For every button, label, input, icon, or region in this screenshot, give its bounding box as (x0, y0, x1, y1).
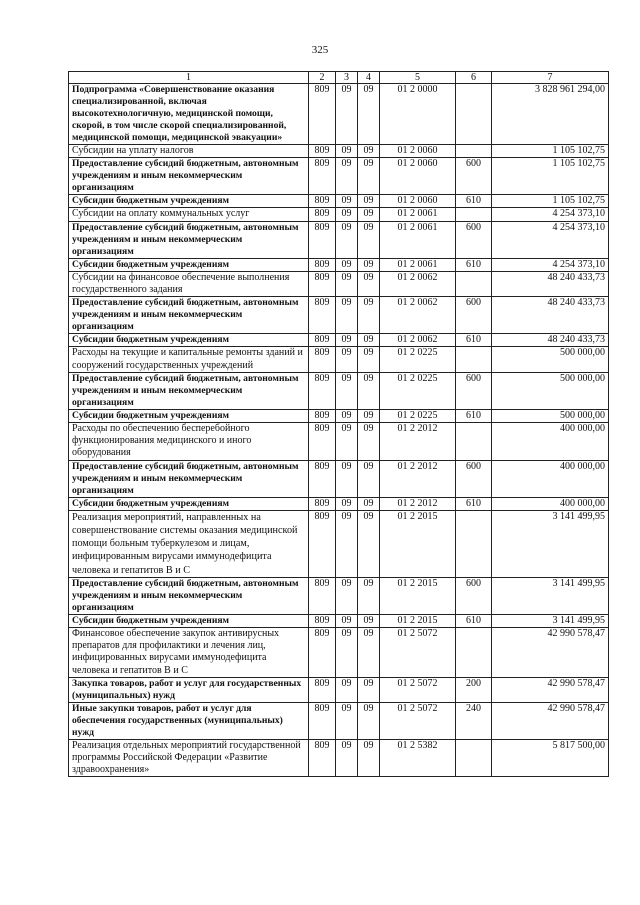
expense-type-code: 600 (456, 460, 492, 497)
amount: 42 990 578,47 (492, 628, 609, 678)
target-article-code: 01 2 5072 (380, 702, 456, 739)
section-code: 09 (336, 677, 358, 702)
section-code: 09 (336, 739, 358, 777)
table-row (69, 297, 609, 334)
section-code: 09 (336, 409, 358, 422)
subsection-code: 09 (358, 347, 380, 372)
expense-type-code (456, 628, 492, 678)
row-name: Предоставление субсидий бюджетным, автономным учреждениям и иным некоммерческим организациям (69, 221, 309, 258)
table-row (69, 271, 609, 296)
section-code: 09 (336, 334, 358, 347)
row-name: Закупка товаров, работ и услуг для государственных (муниципальных) нужд (69, 677, 309, 702)
expense-type-code: 600 (456, 158, 492, 195)
table-row (69, 347, 609, 372)
expense-type-code (456, 347, 492, 372)
table-row (69, 577, 609, 614)
subsection-code: 09 (358, 208, 380, 221)
target-article-code: 01 2 0225 (380, 347, 456, 372)
row-name: Субсидии на оплату коммунальных услуг (69, 208, 309, 221)
column-header: 3 (336, 72, 358, 84)
table-row (69, 497, 609, 510)
expense-type-code: 240 (456, 702, 492, 739)
amount: 42 990 578,47 (492, 677, 609, 702)
table-row (69, 702, 609, 739)
ministry-code: 809 (309, 423, 336, 461)
subsection-code: 09 (358, 334, 380, 347)
row-name: Предоставление субсидий бюджетным, автономным учреждениям и иным некоммерческим организациям (69, 297, 309, 334)
table-row (69, 195, 609, 208)
expense-type-code: 600 (456, 577, 492, 614)
row-name: Субсидии бюджетным учреждениям (69, 195, 309, 208)
expense-type-code: 600 (456, 297, 492, 334)
ministry-code: 809 (309, 297, 336, 334)
subsection-code: 09 (358, 158, 380, 195)
ministry-code: 809 (309, 510, 336, 577)
section-code: 09 (336, 195, 358, 208)
amount: 1 105 102,75 (492, 195, 609, 208)
section-code: 09 (336, 347, 358, 372)
table-row (69, 460, 609, 497)
column-header: 1 (69, 72, 309, 84)
ministry-code: 809 (309, 145, 336, 158)
section-code: 09 (336, 221, 358, 258)
row-name: Предоставление субсидий бюджетным, автономным учреждениям и иным некоммерческим организациям (69, 577, 309, 614)
table-row (69, 423, 609, 461)
section-code: 09 (336, 497, 358, 510)
subsection-code: 09 (358, 409, 380, 422)
subsection-code: 09 (358, 702, 380, 739)
amount: 3 828 961 294,00 (492, 84, 609, 145)
section-code: 09 (336, 297, 358, 334)
row-name: Подпрограмма «Совершенствование оказания специализированной, включая высокотехнологичную, медицинской помощи, скорой, в том числе скорой специализированной, медицинской помощи, медицинской эвакуации» (69, 84, 309, 145)
section-code: 09 (336, 271, 358, 296)
row-name: Субсидии бюджетным учреждениям (69, 409, 309, 422)
row-name: Субсидии бюджетным учреждениям (69, 614, 309, 627)
target-article-code: 01 2 5072 (380, 677, 456, 702)
ministry-code: 809 (309, 628, 336, 678)
expense-type-code: 610 (456, 195, 492, 208)
expense-type-code (456, 510, 492, 577)
table-row (69, 221, 609, 258)
row-name: Иные закупки товаров, работ и услуг для обеспечения государственных (муниципальных) нужд (69, 702, 309, 739)
subsection-code: 09 (358, 271, 380, 296)
subsection-code: 09 (358, 145, 380, 158)
amount: 3 141 499,95 (492, 614, 609, 627)
row-name: Субсидии на финансовое обеспечение выполнения государственного задания (69, 271, 309, 296)
amount: 500 000,00 (492, 409, 609, 422)
expense-type-code: 610 (456, 409, 492, 422)
expense-type-code (456, 145, 492, 158)
amount: 48 240 433,73 (492, 334, 609, 347)
budget-table (68, 71, 609, 777)
ministry-code: 809 (309, 614, 336, 627)
section-code: 09 (336, 510, 358, 577)
table-row (69, 84, 609, 145)
target-article-code: 01 2 5382 (380, 739, 456, 777)
amount: 3 141 499,95 (492, 577, 609, 614)
table-row (69, 145, 609, 158)
ministry-code: 809 (309, 334, 336, 347)
amount: 5 817 500,00 (492, 739, 609, 777)
target-article-code: 01 2 0000 (380, 84, 456, 145)
ministry-code: 809 (309, 347, 336, 372)
column-header: 7 (492, 72, 609, 84)
expense-type-code: 610 (456, 614, 492, 627)
ministry-code: 809 (309, 271, 336, 296)
amount: 500 000,00 (492, 372, 609, 409)
subsection-code: 09 (358, 258, 380, 271)
table-body (69, 84, 609, 777)
amount: 500 000,00 (492, 347, 609, 372)
amount: 4 254 373,10 (492, 221, 609, 258)
ministry-code: 809 (309, 460, 336, 497)
subsection-code: 09 (358, 84, 380, 145)
target-article-code: 01 2 2012 (380, 497, 456, 510)
section-code: 09 (336, 258, 358, 271)
expense-type-code: 610 (456, 497, 492, 510)
table-row (69, 258, 609, 271)
page-number: 325 (311, 44, 329, 56)
target-article-code: 01 2 0060 (380, 145, 456, 158)
target-article-code: 01 2 0062 (380, 271, 456, 296)
subsection-code: 09 (358, 739, 380, 777)
subsection-code: 09 (358, 372, 380, 409)
amount: 1 105 102,75 (492, 145, 609, 158)
target-article-code: 01 2 0225 (380, 409, 456, 422)
target-article-code: 01 2 0062 (380, 297, 456, 334)
table-row (69, 158, 609, 195)
table-row (69, 409, 609, 422)
table-row (69, 208, 609, 221)
section-code: 09 (336, 158, 358, 195)
table-row (69, 614, 609, 627)
column-header: 5 (380, 72, 456, 84)
ministry-code: 809 (309, 677, 336, 702)
target-article-code: 01 2 5072 (380, 628, 456, 678)
section-code: 09 (336, 702, 358, 739)
amount: 1 105 102,75 (492, 158, 609, 195)
row-name: Реализация мероприятий, направленных на совершенствование системы оказания медицинской помощи больным туберкулезом и лицам, инфицированным вирусами иммунодефицита человека и гепатитов В и С (69, 510, 309, 577)
ministry-code: 809 (309, 208, 336, 221)
amount: 400 000,00 (492, 423, 609, 461)
subsection-code: 09 (358, 577, 380, 614)
ministry-code: 809 (309, 372, 336, 409)
target-article-code: 01 2 0225 (380, 372, 456, 409)
subsection-code: 09 (358, 423, 380, 461)
subsection-code: 09 (358, 297, 380, 334)
target-article-code: 01 2 2012 (380, 423, 456, 461)
target-article-code: 01 2 0061 (380, 208, 456, 221)
row-name: Финансовое обеспечение закупок антивирусных препаратов для профилактики и лечения лиц, инфицированных вирусами иммунодефицита человека и гепатитов В и С (69, 628, 309, 678)
subsection-code: 09 (358, 677, 380, 702)
expense-type-code (456, 271, 492, 296)
subsection-code: 09 (358, 460, 380, 497)
section-code: 09 (336, 84, 358, 145)
row-name: Субсидии бюджетным учреждениям (69, 334, 309, 347)
subsection-code: 09 (358, 628, 380, 678)
expense-type-code (456, 84, 492, 145)
amount: 3 141 499,95 (492, 510, 609, 577)
section-code: 09 (336, 372, 358, 409)
column-header: 4 (358, 72, 380, 84)
target-article-code: 01 2 0060 (380, 195, 456, 208)
table-row (69, 739, 609, 777)
target-article-code: 01 2 0060 (380, 158, 456, 195)
ministry-code: 809 (309, 258, 336, 271)
target-article-code: 01 2 2012 (380, 460, 456, 497)
expense-type-code: 600 (456, 372, 492, 409)
expense-type-code: 200 (456, 677, 492, 702)
table-row (69, 510, 609, 577)
ministry-code: 809 (309, 158, 336, 195)
target-article-code: 01 2 0061 (380, 221, 456, 258)
amount: 42 990 578,47 (492, 702, 609, 739)
amount: 4 254 373,10 (492, 208, 609, 221)
section-code: 09 (336, 614, 358, 627)
subsection-code: 09 (358, 510, 380, 577)
table-row (69, 372, 609, 409)
amount: 400 000,00 (492, 460, 609, 497)
row-name: Предоставление субсидий бюджетным, автономным учреждениям и иным некоммерческим организациям (69, 158, 309, 195)
target-article-code: 01 2 0062 (380, 334, 456, 347)
row-name: Субсидии бюджетным учреждениям (69, 497, 309, 510)
ministry-code: 809 (309, 739, 336, 777)
row-name: Расходы по обеспечению бесперебойного функционирования медицинского и иного оборудования (69, 423, 309, 461)
subsection-code: 09 (358, 195, 380, 208)
target-article-code: 01 2 2015 (380, 614, 456, 627)
column-header: 2 (309, 72, 336, 84)
table-row (69, 628, 609, 678)
section-code: 09 (336, 208, 358, 221)
expense-type-code (456, 739, 492, 777)
subsection-code: 09 (358, 497, 380, 510)
expense-type-code: 610 (456, 334, 492, 347)
amount: 400 000,00 (492, 497, 609, 510)
ministry-code: 809 (309, 577, 336, 614)
row-name: Субсидии бюджетным учреждениям (69, 258, 309, 271)
target-article-code: 01 2 2015 (380, 510, 456, 577)
subsection-code: 09 (358, 614, 380, 627)
header-row (69, 72, 609, 84)
section-code: 09 (336, 577, 358, 614)
expense-type-code: 600 (456, 221, 492, 258)
section-code: 09 (336, 145, 358, 158)
ministry-code: 809 (309, 497, 336, 510)
expense-type-code (456, 423, 492, 461)
section-code: 09 (336, 628, 358, 678)
row-name: Субсидии на уплату налогов (69, 145, 309, 158)
table-row (69, 334, 609, 347)
row-name: Расходы на текущие и капитальные ремонты зданий и сооружений государственных учреждений (69, 347, 309, 372)
table-row (69, 677, 609, 702)
ministry-code: 809 (309, 702, 336, 739)
row-name: Предоставление субсидий бюджетным, автономным учреждениям и иным некоммерческим организациям (69, 460, 309, 497)
target-article-code: 01 2 0061 (380, 258, 456, 271)
subsection-code: 09 (358, 221, 380, 258)
ministry-code: 809 (309, 409, 336, 422)
amount: 48 240 433,73 (492, 297, 609, 334)
ministry-code: 809 (309, 221, 336, 258)
row-name: Реализация отдельных мероприятий государственной программы Российской Федерации «Развитие здравоохранения» (69, 739, 309, 777)
ministry-code: 809 (309, 84, 336, 145)
section-code: 09 (336, 460, 358, 497)
expense-type-code: 610 (456, 258, 492, 271)
target-article-code: 01 2 2015 (380, 577, 456, 614)
amount: 4 254 373,10 (492, 258, 609, 271)
row-name: Предоставление субсидий бюджетным, автономным учреждениям и иным некоммерческим организациям (69, 372, 309, 409)
column-header: 6 (456, 72, 492, 84)
ministry-code: 809 (309, 195, 336, 208)
amount: 48 240 433,73 (492, 271, 609, 296)
section-code: 09 (336, 423, 358, 461)
expense-type-code (456, 208, 492, 221)
